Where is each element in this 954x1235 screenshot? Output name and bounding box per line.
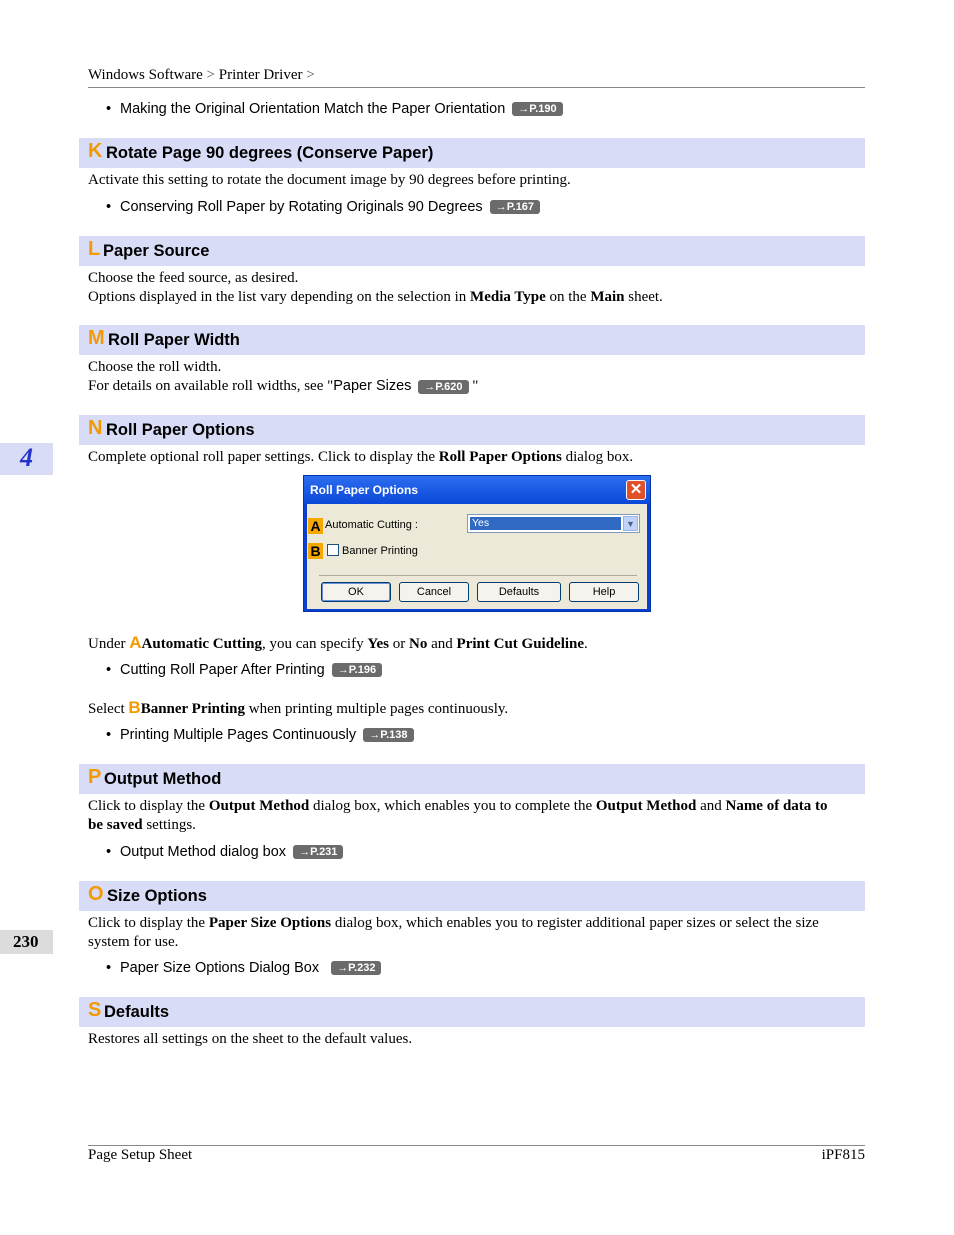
link-original-orientation[interactable]: Making the Original Orientation Match the Paper Orientation [120, 101, 506, 117]
paragraph: Complete optional roll paper settings. Click to display the Roll Paper Options dialog box. [88, 449, 634, 465]
page-ref-badge[interactable]: →P.231 [293, 845, 343, 859]
banner-printing-label[interactable]: Banner Printing [342, 545, 418, 557]
section-title: Paper Source [103, 242, 210, 260]
section-heading-paper-source [79, 236, 865, 266]
link-printing-multiple-pages[interactable]: Printing Multiple Pages Continuously [120, 727, 357, 743]
page-ref-badge[interactable]: →P.167 [490, 200, 540, 214]
paragraph: system for use. [88, 934, 179, 950]
page-number: 230 [13, 932, 39, 951]
list-item: • Cutting Roll Paper After Printing →P.196 [106, 662, 382, 678]
section-title: Roll Paper Width [108, 331, 240, 349]
section-letter: M [88, 327, 105, 349]
link-paper-size-options-dialog[interactable]: Paper Size Options Dialog Box [120, 960, 320, 976]
defaults-button[interactable]: Defaults [477, 582, 561, 602]
help-button[interactable]: Help [569, 582, 639, 602]
automatic-cutting-label: Automatic Cutting : [325, 519, 418, 531]
roll-paper-options-dialog [303, 475, 651, 612]
section-heading-size-options [79, 881, 865, 911]
breadcrumb-printer-driver[interactable]: Printer Driver [218, 67, 303, 83]
paragraph: Restores all settings on the sheet to the default values. [88, 1031, 413, 1047]
paragraph: Activate this setting to rotate the document image by 90 degrees before printing. [88, 172, 571, 188]
link-paper-sizes[interactable]: Paper Sizes [333, 378, 412, 394]
section-title: Roll Paper Options [106, 421, 255, 439]
footer-model-name: iPF815 [821, 1147, 865, 1163]
section-letter: K [88, 140, 103, 162]
paragraph: Click to display the Output Method dialog box, which enables you to complete the Output Method and Name of data to [88, 798, 828, 814]
automatic-cutting-value: Yes [470, 517, 621, 530]
chevron-down-icon[interactable]: ▼ [623, 516, 638, 531]
section-title: Size Options [107, 887, 207, 905]
list-item: • Paper Size Options Dialog Box →P.232 [106, 960, 381, 976]
list-item: • Output Method dialog box →P.231 [106, 844, 343, 860]
section-letter: L [88, 238, 101, 260]
chapter-tab [0, 443, 53, 475]
page-ref-badge[interactable]: →P.196 [332, 663, 382, 677]
callout-letter-a: A [129, 633, 142, 652]
section-heading-output-method [79, 764, 865, 794]
chapter-number: 4 [20, 443, 33, 472]
banner-printing-checkbox[interactable] [327, 544, 339, 556]
paragraph: For details on available roll widths, see "Paper Sizes →P.620 " [88, 378, 479, 394]
dialog-body [307, 504, 647, 609]
paragraph: Choose the feed source, as desired. [88, 270, 299, 286]
section-heading-defaults [79, 997, 865, 1027]
dialog-title: Roll Paper Options [310, 483, 419, 497]
callout-letter-b: B [128, 698, 141, 717]
paragraph: be saved settings. [88, 817, 196, 833]
section-letter: N [88, 417, 103, 439]
automatic-cutting-select[interactable] [467, 514, 640, 533]
footer-section-title: Page Setup Sheet [88, 1147, 193, 1163]
link-conserving-roll-paper[interactable]: Conserving Roll Paper by Rotating Originals 90 Degrees [120, 199, 483, 215]
ok-button[interactable]: OK [321, 582, 391, 602]
dialog-separator [319, 575, 637, 576]
breadcrumb [88, 67, 315, 84]
section-letter: S [88, 999, 102, 1021]
paragraph: Click to display the Paper Size Options dialog box, which enables you to register additional paper sizes or select the size [88, 915, 819, 931]
link-output-method-dialog[interactable]: Output Method dialog box [120, 844, 287, 860]
page-ref-badge[interactable]: →P.232 [331, 961, 381, 975]
paragraph: Under AAutomatic Cutting, you can specify Yes or No and Print Cut Guideline. [88, 633, 588, 652]
page-number-tab [0, 930, 53, 954]
header-rule [88, 87, 865, 88]
section-title: Output Method [104, 770, 222, 788]
link-cutting-roll-paper[interactable]: Cutting Roll Paper After Printing [120, 662, 325, 678]
cancel-button[interactable]: Cancel [399, 582, 469, 602]
page-ref-badge[interactable]: →P.190 [512, 102, 562, 116]
section-title: Defaults [104, 1003, 170, 1021]
callout-marker-b: B [308, 543, 323, 559]
paragraph: Choose the roll width. [88, 359, 222, 375]
list-item: • Conserving Roll Paper by Rotating Originals 90 Degrees →P.167 [106, 199, 540, 215]
paragraph: Options displayed in the list vary depending on the selection in Media Type on the Main sheet. [88, 289, 663, 305]
section-title: Rotate Page 90 degrees (Conserve Paper) [106, 144, 434, 162]
page-ref-badge[interactable]: →P.138 [363, 728, 413, 742]
page-ref-badge[interactable]: →P.620 [418, 380, 468, 394]
footer-rule [88, 1145, 865, 1146]
section-heading-roll-paper-options [79, 415, 865, 445]
list-item: • Making the Original Orientation Match the Paper Orientation →P.190 [106, 101, 563, 117]
section-letter: P [88, 766, 102, 788]
list-item: • Printing Multiple Pages Continuously →P.138 [106, 727, 414, 743]
breadcrumb-windows-software[interactable]: Windows Software [88, 67, 203, 83]
section-heading-rotate-page [79, 138, 865, 168]
section-heading-roll-paper-width [79, 325, 865, 355]
section-letter: O [88, 883, 104, 905]
close-icon[interactable]: ✕ [626, 480, 646, 500]
dialog-title-bar[interactable] [304, 476, 650, 504]
breadcrumb-separator: > [206, 67, 216, 83]
breadcrumb-separator: > [306, 67, 315, 83]
callout-marker-a: A [308, 518, 323, 534]
paragraph: Select BBanner Printing when printing multiple pages continuously. [88, 698, 509, 717]
